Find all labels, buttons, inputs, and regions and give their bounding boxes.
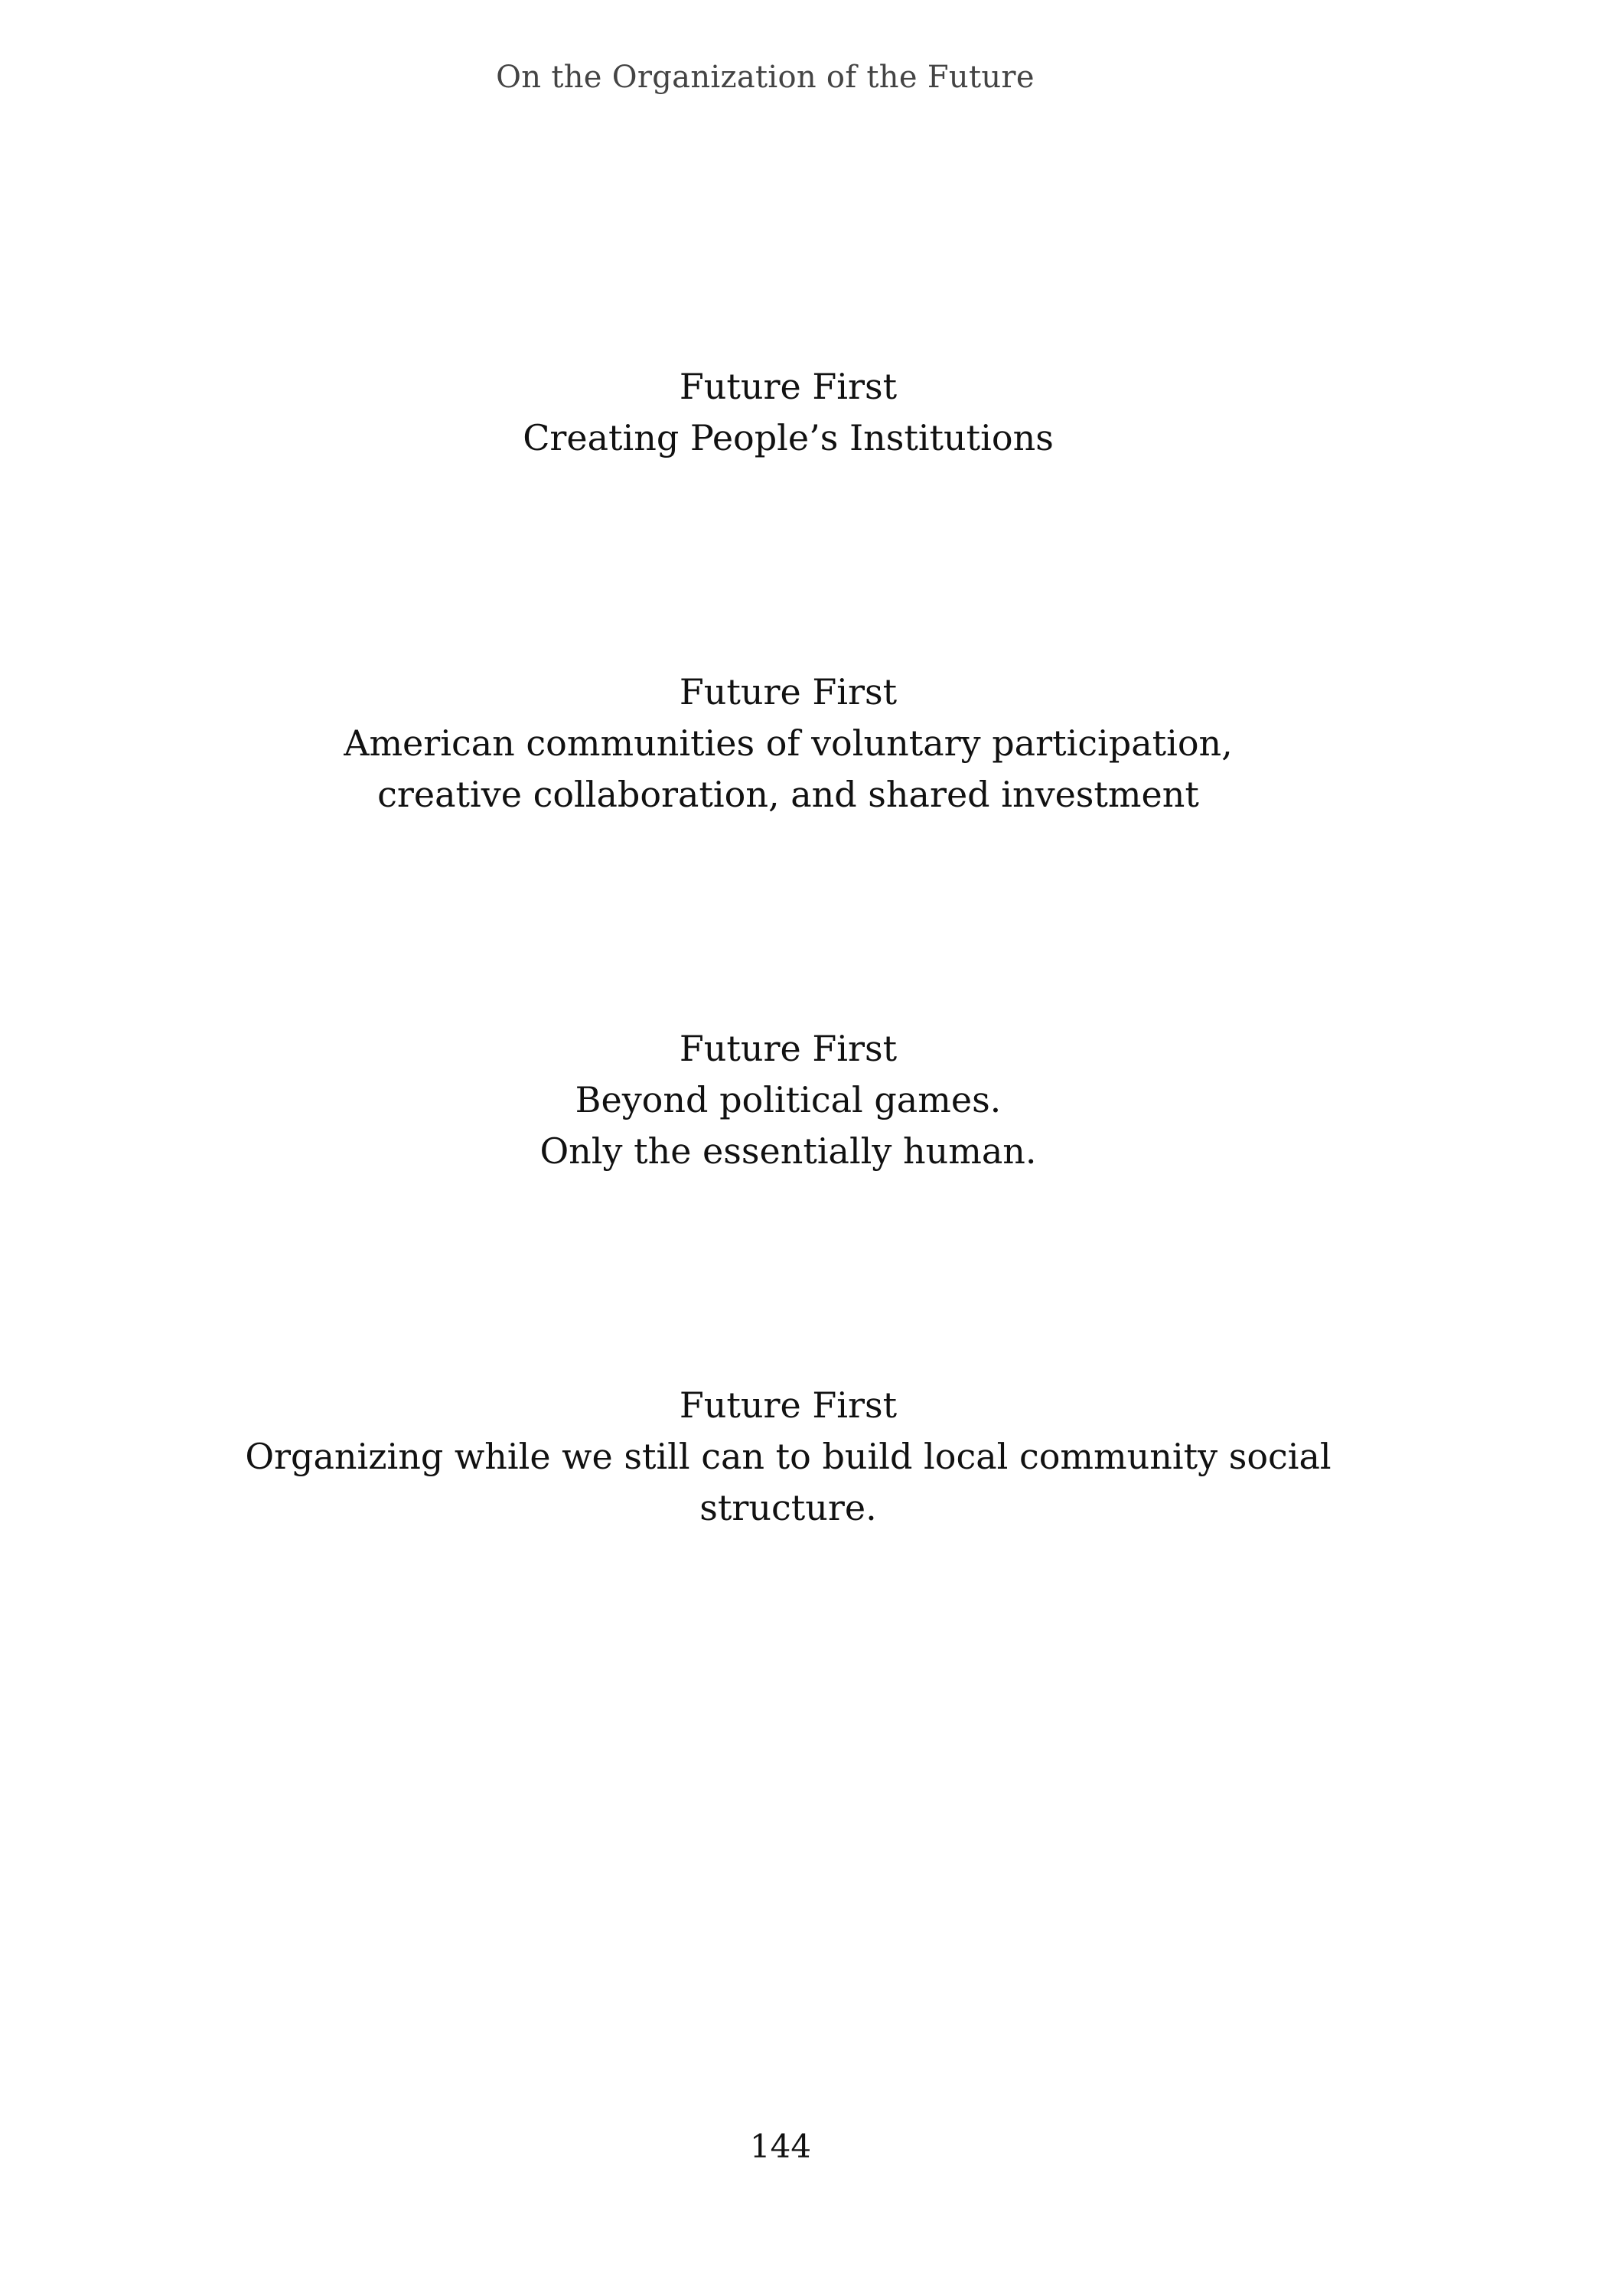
slogan-line: Organizing while we still can to build local community social structure. bbox=[245, 1436, 1332, 1528]
slogan-line: creative collaboration, and shared investment bbox=[377, 774, 1199, 815]
slogan-block-3 bbox=[99, 1023, 1477, 1177]
slogan-title: Future First bbox=[679, 1384, 898, 1426]
slogan-title: Future First bbox=[679, 1028, 898, 1069]
slogan-block-2 bbox=[99, 667, 1477, 820]
slogan-title: Future First bbox=[679, 671, 898, 713]
slogan-line: American communities of voluntary participation, bbox=[344, 722, 1233, 764]
slogan-title: Future First bbox=[679, 366, 898, 407]
slogan-line: Only the essentially human. bbox=[539, 1130, 1037, 1172]
slogan-line: Creating People’s Institutions bbox=[523, 417, 1054, 458]
slogan-line: Beyond political games. bbox=[575, 1079, 1002, 1120]
slogan-block-4 bbox=[99, 1380, 1477, 1534]
running-header: On the Organization of the Future bbox=[496, 60, 1035, 95]
page-number: 144 bbox=[749, 2128, 812, 2165]
slogan-block-1 bbox=[99, 361, 1477, 464]
